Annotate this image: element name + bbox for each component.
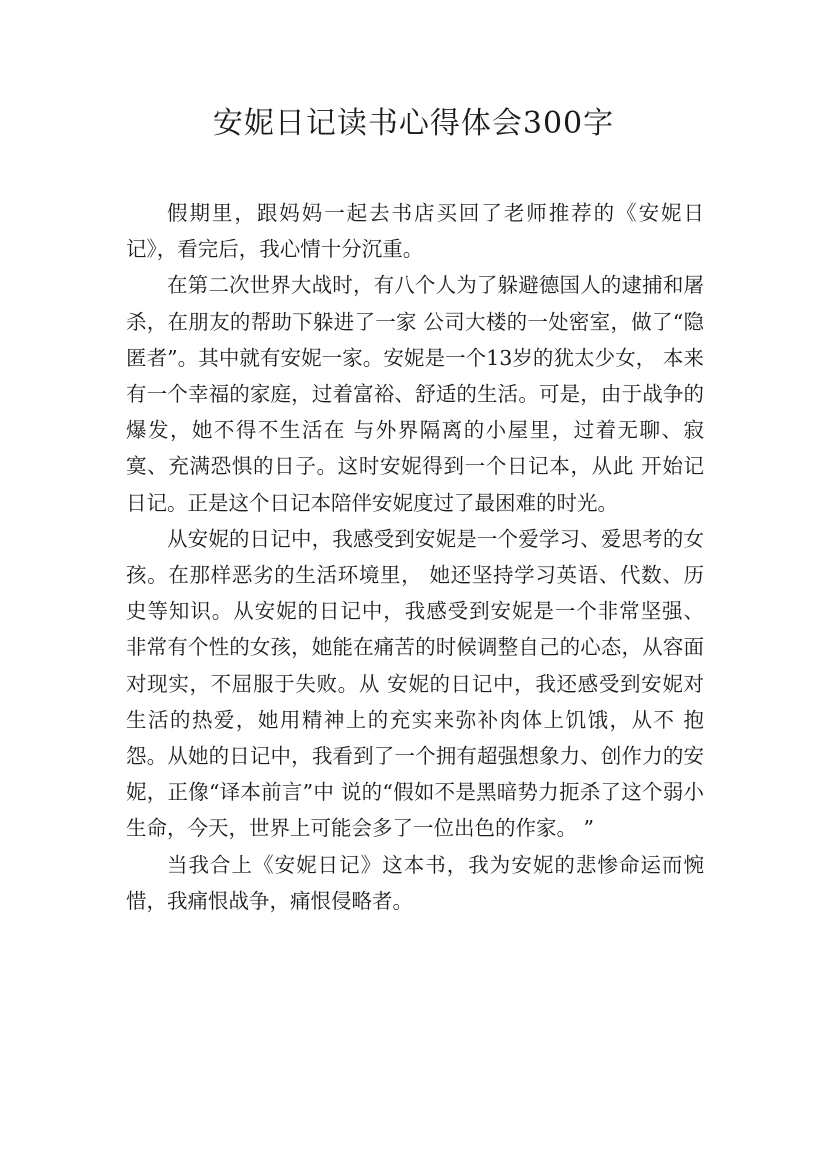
document-body	[126, 195, 704, 919]
document-title: 安妮日记读书心得体会300字	[212, 106, 615, 141]
paragraph-1: 假期里，跟妈妈一起去书店买回了老师推荐的《安妮日记》，看完后，我心情十分沉重。	[126, 201, 704, 262]
paragraph-4: 当我合上《安妮日记》这本书，我为安妮的悲惨命运而惋惜，我痛恨战争，痛恨侵略者。	[126, 852, 704, 913]
paragraph-2: 在第二次世界大战时，有八个人为了躲避德国人的逮捕和屠杀，在朋友的帮助下躲进了一家 公司大楼的一处密室，做了“隐匿者”。其中就有安妮一家。安妮是一个13岁的犹太少女， 本来有一个幸福的家庭，过着富裕、舒适的生活。可是，由于战争的爆发，她不得不生活在 与外界隔离的小屋里，过着无聊、寂寞、充满恐惧的日子。这时安妮得到一个日记本，从此 开始记日记。正是这个日记本陪伴安妮度过了最困难的时光。	[126, 273, 704, 515]
paragraph-3: 从安妮的日记中，我感受到安妮是一个爱学习、爱思考的女孩。在那样恶劣的生活环境里， 她还坚持学习英语、代数、历史等知识。从安妮的日记中，我感受到安妮是一个非常坚强、 非常有个性的女孩，她能在痛苦的时候调整自己的心态，从容面对现实，不屈服于失败。从 安妮的日记中，我还感受到安妮对生活的热爱，她用精神上的充实来弥补肉体上饥饿，从不 抱怨。从她的日记中，我看到了一个拥有超强想象力、创作力的安妮，正像“译本前言”中 说的“假如不是黑暗势力扼杀了这个弱小生命，今天，世界上可能会多了一位出色的作家。 ”	[126, 526, 704, 841]
